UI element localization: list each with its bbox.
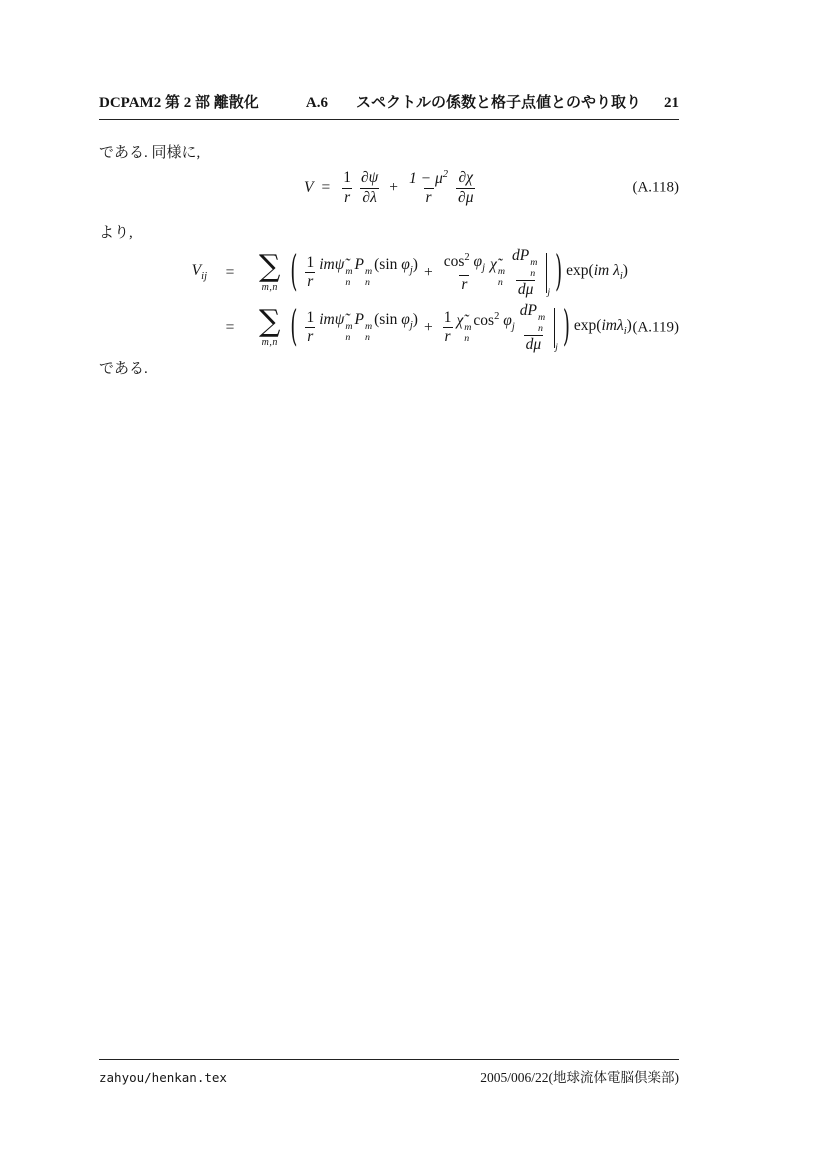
footer-source-file: zahyou/henkan.tex bbox=[99, 1070, 227, 1085]
eq119-l2-exp-term: exp(imλ$_i$) bbox=[573, 317, 632, 338]
page-footer bbox=[99, 1059, 679, 1086]
eq118-plus: + bbox=[389, 179, 399, 196]
eq118-frac-one-minus-mu2-over-r: $\frac{1 - \mu^2}{r}$ bbox=[409, 168, 449, 207]
running-header bbox=[99, 91, 679, 120]
eq119-l2-psi-term: imψ̃ m n P m n (sin $\varphi_j$) bbox=[319, 311, 418, 343]
evaluated-at-bar: j bbox=[554, 308, 558, 348]
eq119-l1-chi-term: χ̃ m n bbox=[490, 256, 505, 288]
eq118-lhs: V bbox=[304, 179, 314, 197]
eq119-l2-frac-1-over-r: 1 r bbox=[306, 309, 315, 346]
paragraph-dearu: である. bbox=[99, 361, 148, 377]
equation-A118-body bbox=[304, 164, 478, 212]
header-section-number: A.6 bbox=[305, 95, 328, 111]
header-section-title: スペクトルの係数と格子点値とのやり取り bbox=[355, 95, 641, 111]
eq118-tag: (A.118) bbox=[632, 179, 679, 196]
eq119-l2-plus: + bbox=[423, 318, 433, 336]
eq118-equals: = bbox=[321, 179, 331, 196]
eq118-frac-dpsi-dlambda: ∂ψ ∂λ bbox=[360, 169, 379, 206]
close-paren: ) bbox=[562, 302, 570, 352]
eq119-lhs-Vij: $V_{ij}$ bbox=[191, 262, 207, 283]
eq118-frac-dchi-dmu: ∂χ ∂μ bbox=[458, 169, 474, 206]
eq119-line1 bbox=[99, 245, 679, 301]
open-paren: ( bbox=[290, 247, 298, 297]
evaluated-at-bar: j bbox=[546, 253, 550, 293]
eq119-l2-chi-cos-term: χ̃ m n $\cos^2 \varphi_j$ bbox=[456, 310, 515, 344]
eq119-tag: (A.119) bbox=[632, 319, 679, 336]
eq119-line1-equals: = bbox=[225, 264, 235, 281]
equation-A118 bbox=[99, 164, 679, 212]
eq119-line2-equals: = bbox=[225, 319, 235, 336]
close-paren: ) bbox=[555, 247, 563, 297]
eq119-l1-plus: + bbox=[423, 263, 433, 281]
eq119-l2-frac-dP-dmu: dP m n dμ bbox=[519, 302, 546, 353]
eq119-l1-frac-1-over-r: 1 r bbox=[306, 254, 315, 291]
page-number: 21 bbox=[664, 95, 679, 111]
eq119-l2-frac-1-over-r-b: $\frac{1}{r}$ bbox=[443, 309, 452, 346]
eq119-l1-exp-term: exp(im $\lambda_i$) bbox=[566, 262, 628, 283]
eq119-line2 bbox=[99, 301, 679, 355]
paragraph-dearu-douyouni: である. 同様に, bbox=[99, 145, 201, 161]
open-paren: ( bbox=[290, 302, 298, 352]
header-part-title: DCPAM2 第 2 部 離散化 bbox=[99, 95, 259, 111]
paragraph-yori: より, bbox=[99, 225, 133, 241]
eq118-frac-1-over-r: $\frac{1}{r}$ bbox=[343, 169, 351, 206]
eq119-l1-frac-dP-dmu: dP m n dμ bbox=[512, 247, 538, 298]
eq119-l1-psi-term: imψ̃ m n P m n (sin $\varphi_j$) bbox=[319, 256, 418, 288]
footer-date-credit: 2005/006/22(地球流体電脳倶楽部) bbox=[480, 1070, 679, 1085]
summation-symbol: ∑ m,n bbox=[259, 248, 281, 294]
equation-A119 bbox=[99, 245, 679, 355]
eq119-line2-rhs bbox=[253, 302, 632, 354]
summation-symbol: ∑ m,n bbox=[259, 303, 281, 349]
eq119-l1-frac-cos2phi-over-r: $\frac{\cos^2 \varphi_j}{r}$ bbox=[443, 252, 486, 293]
eq119-line1-rhs bbox=[253, 247, 628, 299]
